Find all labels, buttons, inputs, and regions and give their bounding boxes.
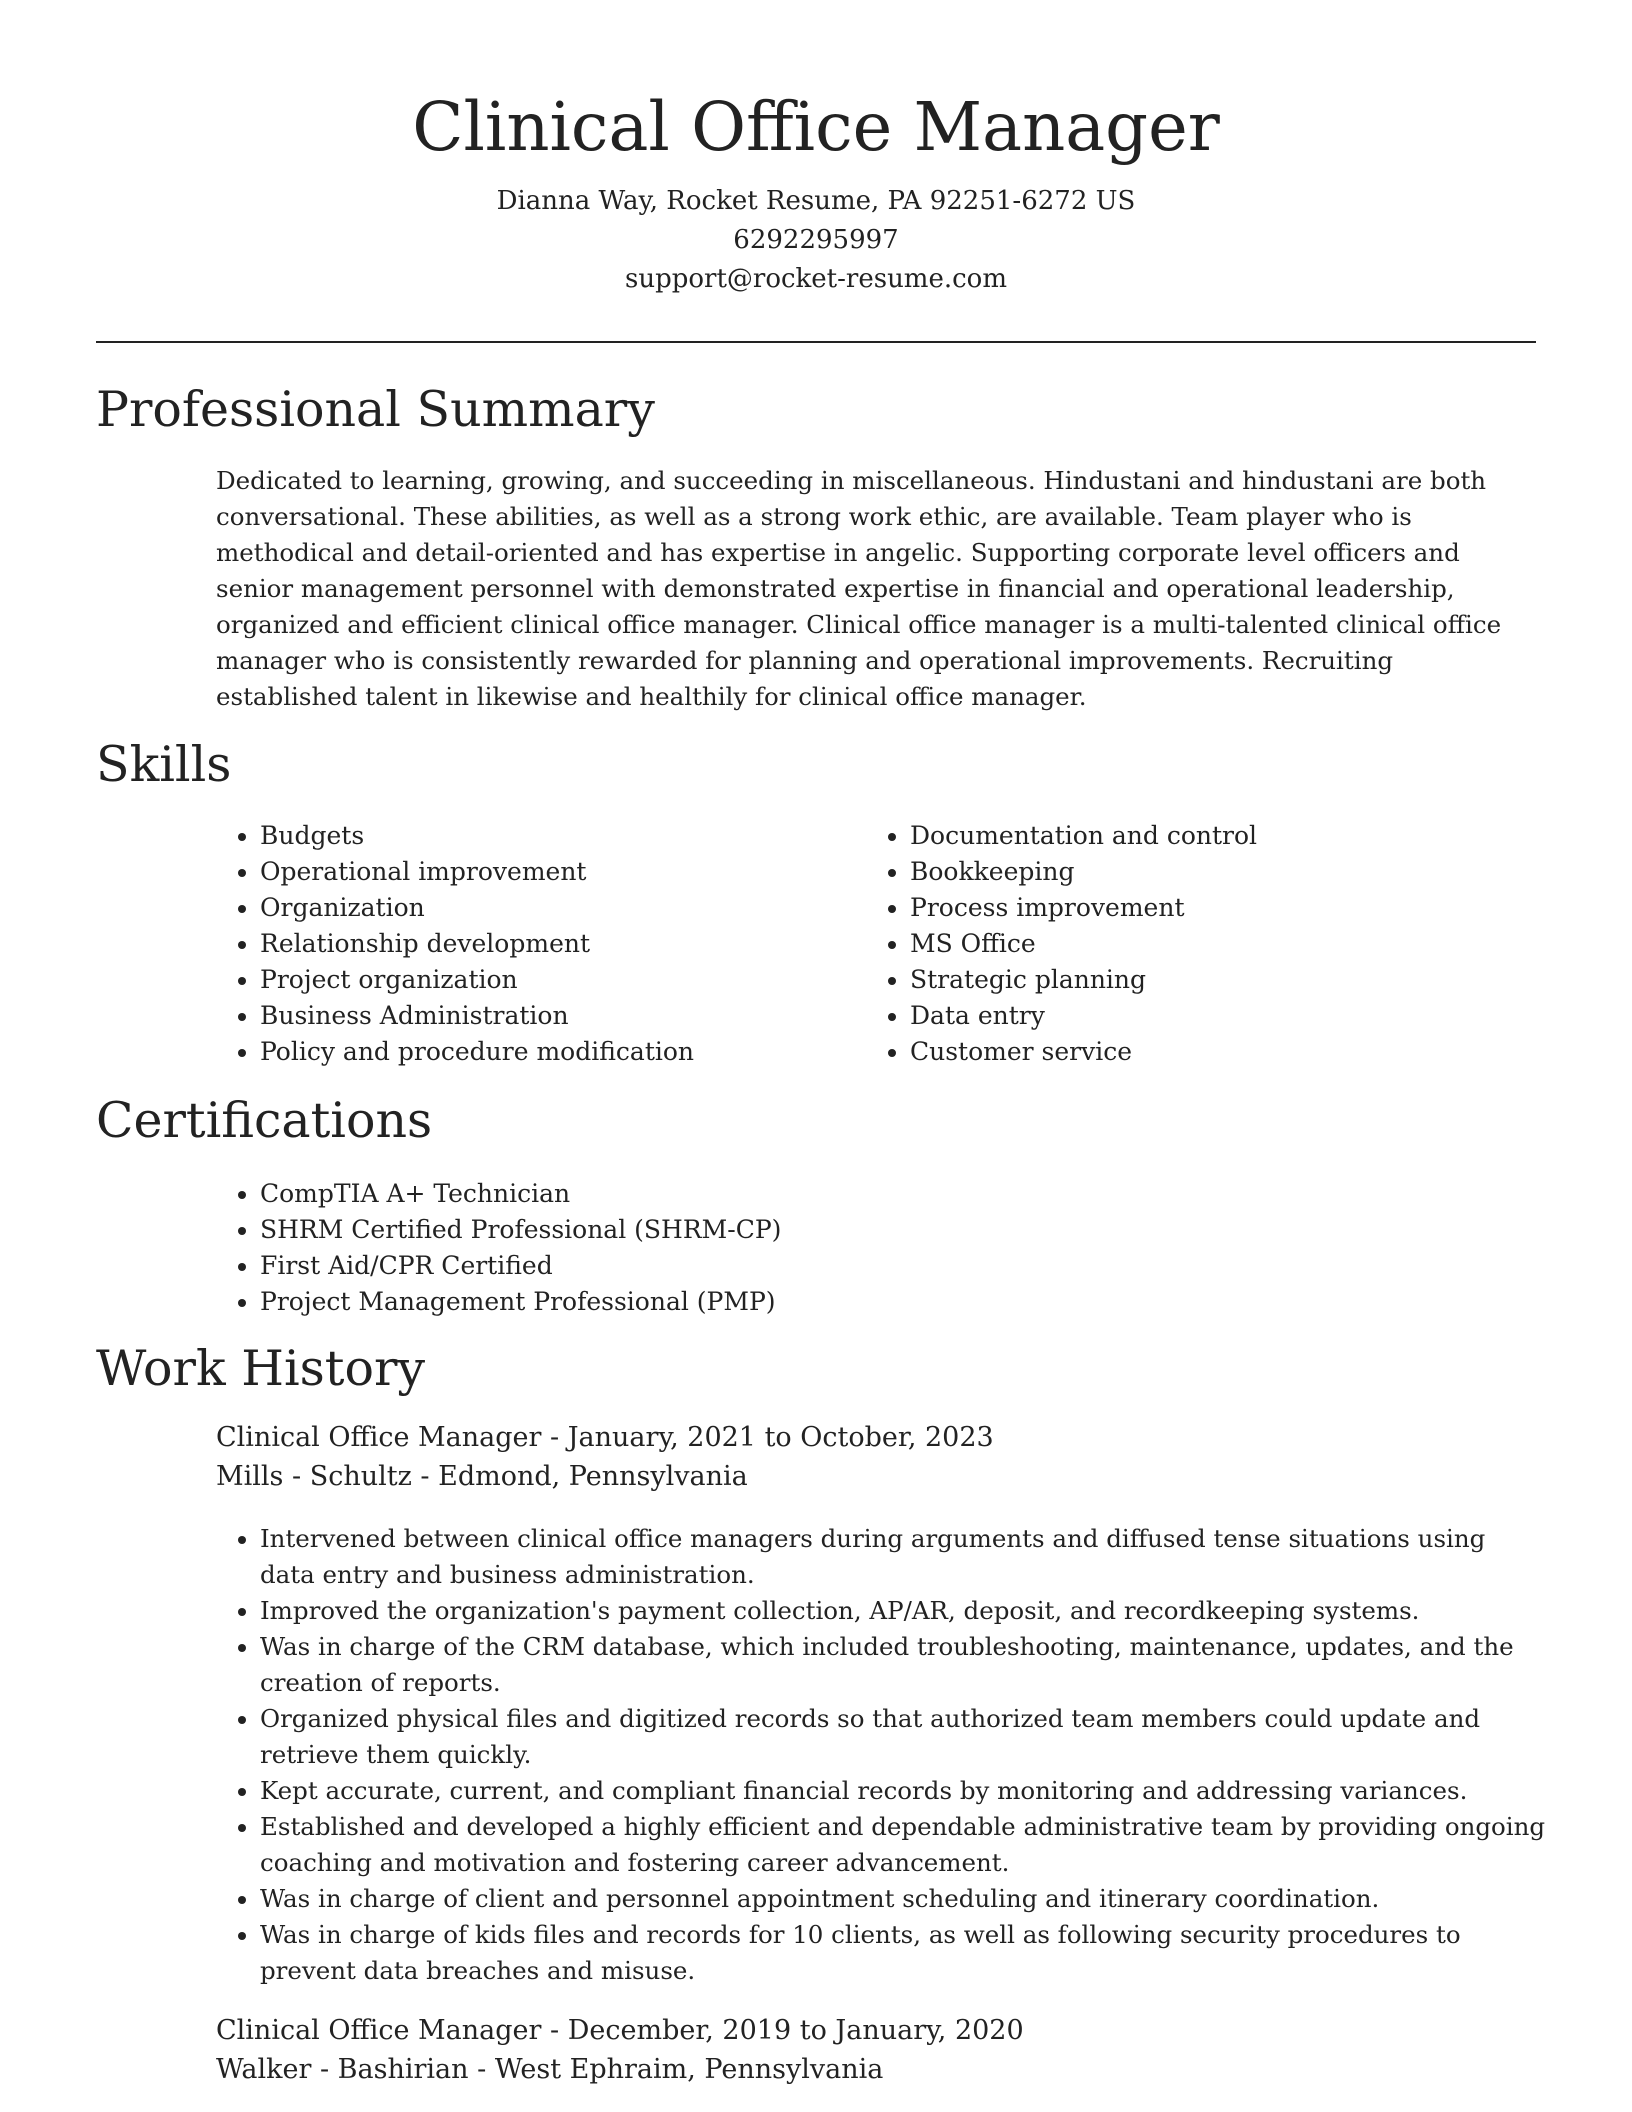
certifications-heading: Certifications — [96, 1092, 433, 1149]
duty-item: • Improved the organization's payment collection, AP/AR, deposit, and recordkeeping systems. — [260, 1593, 1546, 1629]
skill-item: • Operational improvement — [260, 854, 856, 890]
certification-item: • Project Management Professional (PMP) — [260, 1284, 1216, 1320]
duty-item: • Organized physical files and digitized records so that authorized team members could update and retrieve them quickly. — [260, 1701, 1546, 1773]
contact-address: Dianna Way, Rocket Resume, PA 92251-6272 US — [496, 186, 1136, 216]
company-name: Walker - Bashirian — [216, 2054, 469, 2085]
certification-item: • CompTIA A+ Technician — [260, 1176, 1216, 1212]
separator: - — [541, 1422, 568, 1453]
company-name: Mills - Schultz — [216, 1461, 412, 1492]
certification-item: • SHRM Certified Professional (SHRM-CP) — [260, 1212, 1216, 1248]
skill-item: • Organization — [260, 890, 856, 926]
separator: - — [541, 2015, 568, 2046]
resume-name: Clinical Office Manager — [412, 88, 1220, 166]
job-2-company-line — [216, 2050, 883, 2090]
job-location: Edmond, Pennsylvania — [438, 1461, 748, 1492]
skill-item: • Relationship development — [260, 926, 856, 962]
skill-item: • MS Office — [910, 926, 1506, 962]
skills-column-left — [216, 818, 856, 1070]
skill-item: • Business Administration — [260, 998, 856, 1034]
duty-item: • Established and developed a highly efficient and dependable administrative team by providing ongoing coaching and motivation and fostering career advancement. — [260, 1809, 1546, 1881]
contact-phone: 6292295997 — [733, 225, 899, 255]
job-1-company-line — [216, 1457, 748, 1497]
skill-item: • Data entry — [910, 998, 1506, 1034]
duty-item: • Was in charge of the CRM database, which included troubleshooting, maintenance, updates, and the creation of reports. — [260, 1629, 1546, 1701]
summary-text: Dedicated to learning, growing, and succeeding in miscellaneous. Hindustani and hindustani are both conversational. These abilities, as well as a strong work ethic, are available. Team player who is methodical and detail-oriented and has expertise in angelic. Supporting corporate level officers and senior management personnel with demonstrated expertise in financial and operational leadership, organized and efficient clinical office manager. Clinical office manager is a multi-talented clinical office manager who is consistently rewarded for planning and operational improvements. Recruiting established talent in likewise and healthily for clinical office manager. — [216, 466, 1502, 711]
contact-info — [0, 182, 1632, 299]
separator: - — [468, 2054, 495, 2085]
job-dates: December, 2019 to January, 2020 — [567, 2015, 1024, 2046]
skill-item: • Customer service — [910, 1034, 1506, 1070]
summary-heading: Professional Summary — [96, 381, 655, 438]
skill-item: • Bookkeeping — [910, 854, 1506, 890]
header-divider — [96, 341, 1536, 343]
job-2-title-line — [216, 2011, 1024, 2051]
duty-item: • Kept accurate, current, and compliant financial records by monitoring and addressing variances. — [260, 1773, 1546, 1809]
job-1-duties — [216, 1521, 1546, 1989]
job-title: Clinical Office Manager — [216, 1422, 542, 1453]
duty-item: • Was in charge of client and personnel appointment scheduling and itinerary coordination. — [260, 1881, 1546, 1917]
duty-item: • Was in charge of kids files and records for 10 clients, as well as following security procedures to prevent data breaches and misuse. — [260, 1917, 1546, 1989]
separator: - — [411, 1461, 439, 1492]
job-title: Clinical Office Manager — [216, 2015, 542, 2046]
job-1-title-line — [216, 1418, 994, 1458]
skill-item: • Project organization — [260, 962, 856, 998]
skill-item: • Budgets — [260, 818, 856, 854]
job-location: West Ephraim, Pennsylvania — [494, 2054, 884, 2085]
skill-item: • Process improvement — [910, 890, 1506, 926]
skills-heading: Skills — [96, 736, 232, 793]
resume-header — [0, 0, 1632, 299]
skill-item: • Strategic planning — [910, 962, 1506, 998]
contact-email: support@rocket-resume.com — [624, 264, 1007, 294]
work-history-heading: Work History — [96, 1340, 426, 1397]
certification-item: • First Aid/CPR Certified — [260, 1248, 1216, 1284]
skill-item: • Documentation and control — [910, 818, 1506, 854]
job-dates: January, 2021 to October, 2023 — [567, 1422, 994, 1453]
duty-item: • Intervened between clinical office managers during arguments and diffused tense situations using data entry and business administration. — [260, 1521, 1546, 1593]
skills-column-right — [866, 818, 1506, 1070]
skill-item: • Policy and procedure modification — [260, 1034, 856, 1070]
certifications-list — [216, 1176, 1216, 1320]
